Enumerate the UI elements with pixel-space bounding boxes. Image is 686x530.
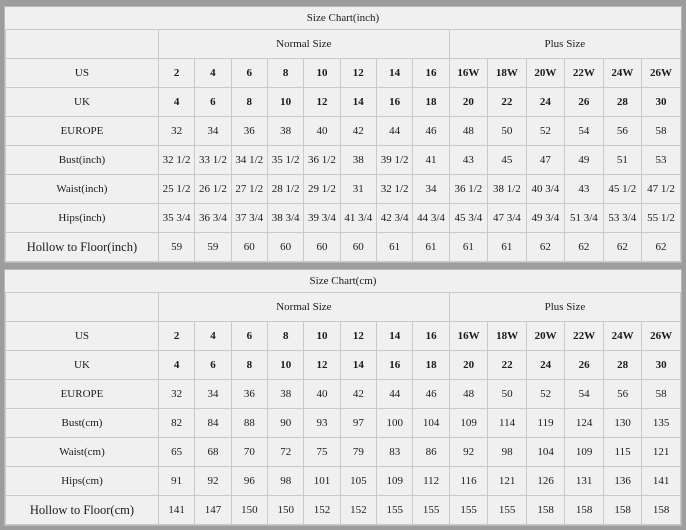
cell: 8 (268, 322, 304, 351)
cell: 62 (526, 233, 564, 262)
cell: 26 (565, 88, 603, 117)
cell: 35 1/2 (267, 146, 303, 175)
cell: 26 (565, 351, 604, 380)
cell: 34 (413, 175, 449, 204)
row-label-uk: UK (6, 88, 159, 117)
cell: 28 (603, 351, 642, 380)
cell: 45 1/2 (603, 175, 641, 204)
cell: 16 (377, 351, 413, 380)
cell: 152 (340, 496, 376, 525)
group-header-normal: Normal Size (158, 30, 449, 59)
table-row (6, 59, 681, 88)
cell: 6 (231, 322, 267, 351)
cell: 8 (231, 88, 267, 117)
table-title-row (6, 7, 681, 30)
cell: 41 3/4 (340, 204, 376, 233)
cell: 34 1/2 (231, 146, 267, 175)
cell: 26W (642, 322, 681, 351)
cell: 22 (488, 88, 526, 117)
table-row (6, 409, 681, 438)
cell: 51 (603, 146, 641, 175)
cell: 33 1/2 (195, 146, 231, 175)
cell: 97 (340, 409, 376, 438)
cell: 35 3/4 (158, 204, 194, 233)
table-row (6, 351, 681, 380)
cell: 61 (488, 233, 526, 262)
cell: 32 (158, 380, 194, 409)
cell: 4 (195, 322, 231, 351)
cell: 61 (449, 233, 487, 262)
cell: 8 (231, 351, 267, 380)
cell: 61 (413, 233, 449, 262)
group-header-normal: Normal Size (158, 293, 449, 322)
row-label-waist: Waist(inch) (6, 175, 159, 204)
table-row (6, 146, 681, 175)
size-chart-inch-table (5, 7, 681, 262)
cell: 56 (603, 380, 642, 409)
cell: 6 (195, 88, 231, 117)
cell: 56 (603, 117, 641, 146)
cell: 105 (340, 467, 376, 496)
cell: 86 (413, 438, 449, 467)
cell: 20 (449, 88, 487, 117)
cell: 45 3/4 (449, 204, 487, 233)
cell: 92 (195, 467, 231, 496)
cell: 2 (158, 322, 194, 351)
cell: 96 (231, 467, 267, 496)
cell: 24 (526, 88, 564, 117)
corner-cell (6, 30, 159, 59)
cell: 112 (413, 467, 449, 496)
cell: 43 (449, 146, 487, 175)
cell: 22 (488, 351, 527, 380)
cell: 12 (340, 59, 376, 88)
cell: 42 3/4 (376, 204, 412, 233)
cell: 24W (603, 59, 641, 88)
cell: 98 (488, 438, 527, 467)
cell: 90 (268, 409, 304, 438)
cell: 12 (304, 88, 340, 117)
cell: 36 1/2 (304, 146, 340, 175)
cell: 93 (304, 409, 340, 438)
cell: 38 (267, 117, 303, 146)
cell: 152 (304, 496, 340, 525)
cell: 121 (642, 438, 681, 467)
row-label-us: US (6, 59, 159, 88)
cell: 46 (413, 380, 449, 409)
cell: 29 1/2 (304, 175, 340, 204)
cell: 8 (267, 59, 303, 88)
size-chart-cm (4, 269, 682, 526)
group-header-plus: Plus Size (449, 30, 680, 59)
cell: 10 (304, 322, 340, 351)
cell: 40 3/4 (526, 175, 564, 204)
cell: 68 (195, 438, 231, 467)
cell: 39 1/2 (376, 146, 412, 175)
cell: 50 (488, 117, 526, 146)
cell: 2 (158, 59, 194, 88)
cell: 36 1/2 (449, 175, 487, 204)
cell: 16 (413, 59, 449, 88)
cell: 38 1/2 (488, 175, 526, 204)
cell: 44 3/4 (413, 204, 449, 233)
row-label-europe: EUROPE (6, 117, 159, 146)
table-row (6, 496, 681, 525)
cell: 26 1/2 (195, 175, 231, 204)
chart-title: Size Chart(cm) (6, 270, 681, 293)
row-label-us: US (6, 322, 159, 351)
cell: 59 (195, 233, 231, 262)
cell: 115 (603, 438, 642, 467)
cell: 4 (195, 59, 231, 88)
cell: 155 (413, 496, 449, 525)
cell: 158 (642, 496, 681, 525)
cell: 155 (449, 496, 488, 525)
cell: 82 (158, 409, 194, 438)
table-row (6, 117, 681, 146)
cell: 91 (158, 467, 194, 496)
table-row (6, 380, 681, 409)
cell: 60 (340, 233, 376, 262)
cell: 14 (340, 351, 376, 380)
cell: 14 (376, 59, 412, 88)
group-header-plus: Plus Size (449, 293, 680, 322)
cell: 36 3/4 (195, 204, 231, 233)
cell: 22W (565, 59, 603, 88)
cell: 60 (231, 233, 267, 262)
cell: 59 (158, 233, 194, 262)
cell: 46 (413, 117, 449, 146)
cell: 27 1/2 (231, 175, 267, 204)
cell: 32 1/2 (158, 146, 194, 175)
cell: 150 (231, 496, 267, 525)
table-row (6, 233, 681, 262)
cell: 92 (449, 438, 488, 467)
cell: 40 (304, 117, 340, 146)
cell: 24W (603, 322, 642, 351)
corner-cell (6, 293, 159, 322)
table-row (6, 322, 681, 351)
cell: 18W (488, 59, 526, 88)
cell: 84 (195, 409, 231, 438)
cell: 22W (565, 322, 604, 351)
table-row (6, 467, 681, 496)
cell: 114 (488, 409, 527, 438)
cell: 16 (376, 88, 412, 117)
cell: 70 (231, 438, 267, 467)
cell: 98 (268, 467, 304, 496)
cell: 14 (340, 88, 376, 117)
cell: 12 (304, 351, 340, 380)
cell: 38 (268, 380, 304, 409)
cell: 45 (488, 146, 526, 175)
cell: 79 (340, 438, 376, 467)
cell: 32 (158, 117, 194, 146)
table-row (6, 88, 681, 117)
cell: 20W (526, 59, 564, 88)
cell: 135 (642, 409, 681, 438)
cell: 20 (449, 351, 488, 380)
cell: 44 (376, 117, 412, 146)
cell: 88 (231, 409, 267, 438)
cell: 141 (158, 496, 194, 525)
table-group-row (6, 30, 681, 59)
cell: 104 (526, 438, 565, 467)
cell: 109 (565, 438, 604, 467)
cell: 52 (526, 380, 565, 409)
cell: 58 (642, 117, 681, 146)
cell: 109 (449, 409, 488, 438)
chart-title: Size Chart(inch) (6, 7, 681, 30)
cell: 24 (526, 351, 565, 380)
cell: 150 (268, 496, 304, 525)
table-group-row (6, 293, 681, 322)
row-label-europe: EUROPE (6, 380, 159, 409)
cell: 55 1/2 (642, 204, 681, 233)
cell: 104 (413, 409, 449, 438)
cell: 83 (377, 438, 413, 467)
size-chart-inch (4, 6, 682, 263)
cell: 136 (603, 467, 642, 496)
cell: 100 (377, 409, 413, 438)
cell: 10 (304, 59, 340, 88)
cell: 47 (526, 146, 564, 175)
cell: 65 (158, 438, 194, 467)
cell: 61 (376, 233, 412, 262)
cell: 51 3/4 (565, 204, 603, 233)
cell: 14 (377, 322, 413, 351)
cell: 119 (526, 409, 565, 438)
cell: 41 (413, 146, 449, 175)
row-label-hollow-to-floor: Hollow to Floor(inch) (6, 233, 159, 262)
cell: 155 (377, 496, 413, 525)
cell: 53 (642, 146, 681, 175)
row-label-hips: Hips(inch) (6, 204, 159, 233)
cell: 26W (642, 59, 681, 88)
cell: 28 1/2 (267, 175, 303, 204)
table-title-row (6, 270, 681, 293)
cell: 52 (526, 117, 564, 146)
cell: 6 (195, 351, 231, 380)
cell: 16W (449, 322, 488, 351)
cell: 49 (565, 146, 603, 175)
cell: 10 (267, 88, 303, 117)
row-label-bust: Bust(cm) (6, 409, 159, 438)
cell: 53 3/4 (603, 204, 641, 233)
size-chart-cm-table (5, 270, 681, 525)
cell: 34 (195, 117, 231, 146)
cell: 34 (195, 380, 231, 409)
row-label-uk: UK (6, 351, 159, 380)
cell: 130 (603, 409, 642, 438)
cell: 10 (268, 351, 304, 380)
cell: 42 (340, 117, 376, 146)
cell: 60 (267, 233, 303, 262)
cell: 62 (603, 233, 641, 262)
cell: 16W (449, 59, 487, 88)
cell: 62 (565, 233, 603, 262)
cell: 121 (488, 467, 527, 496)
cell: 60 (304, 233, 340, 262)
cell: 47 1/2 (642, 175, 681, 204)
cell: 20W (526, 322, 565, 351)
cell: 30 (642, 88, 681, 117)
cell: 16 (413, 322, 449, 351)
cell: 48 (449, 117, 487, 146)
cell: 116 (449, 467, 488, 496)
cell: 124 (565, 409, 604, 438)
cell: 42 (340, 380, 376, 409)
cell: 32 1/2 (376, 175, 412, 204)
cell: 54 (565, 380, 604, 409)
cell: 25 1/2 (158, 175, 194, 204)
cell: 30 (642, 351, 681, 380)
cell: 126 (526, 467, 565, 496)
row-label-hollow-to-floor: Hollow to Floor(cm) (6, 496, 159, 525)
table-row (6, 204, 681, 233)
cell: 48 (449, 380, 488, 409)
row-label-bust: Bust(inch) (6, 146, 159, 175)
cell: 38 (340, 146, 376, 175)
cell: 72 (268, 438, 304, 467)
cell: 131 (565, 467, 604, 496)
cell: 158 (565, 496, 604, 525)
cell: 12 (340, 322, 376, 351)
cell: 18W (488, 322, 527, 351)
cell: 36 (231, 380, 267, 409)
cell: 75 (304, 438, 340, 467)
cell: 18 (413, 351, 449, 380)
cell: 44 (377, 380, 413, 409)
cell: 62 (642, 233, 681, 262)
cell: 38 3/4 (267, 204, 303, 233)
cell: 155 (488, 496, 527, 525)
cell: 36 (231, 117, 267, 146)
cell: 37 3/4 (231, 204, 267, 233)
cell: 49 3/4 (526, 204, 564, 233)
cell: 40 (304, 380, 340, 409)
cell: 4 (158, 351, 194, 380)
cell: 101 (304, 467, 340, 496)
cell: 4 (158, 88, 194, 117)
cell: 158 (603, 496, 642, 525)
cell: 158 (526, 496, 565, 525)
table-row (6, 175, 681, 204)
cell: 18 (413, 88, 449, 117)
table-row (6, 438, 681, 467)
cell: 109 (377, 467, 413, 496)
row-label-hips: Hips(cm) (6, 467, 159, 496)
cell: 58 (642, 380, 681, 409)
row-label-waist: Waist(cm) (6, 438, 159, 467)
cell: 28 (603, 88, 641, 117)
cell: 141 (642, 467, 681, 496)
cell: 6 (231, 59, 267, 88)
cell: 31 (340, 175, 376, 204)
cell: 39 3/4 (304, 204, 340, 233)
cell: 50 (488, 380, 527, 409)
cell: 43 (565, 175, 603, 204)
cell: 54 (565, 117, 603, 146)
cell: 47 3/4 (488, 204, 526, 233)
cell: 147 (195, 496, 231, 525)
